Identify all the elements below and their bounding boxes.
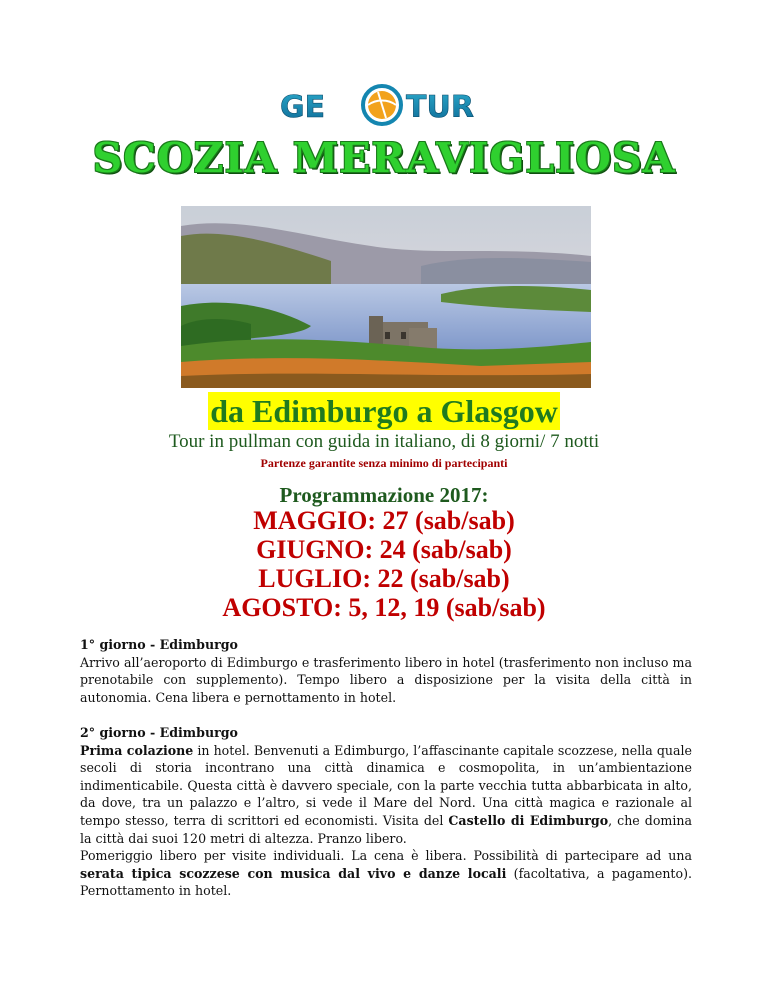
date-line: MAGGIO: 27 (sab/sab) <box>253 506 515 535</box>
globe-icon <box>363 86 401 124</box>
day-2-section <box>80 724 692 900</box>
route-subtitle: da Edimburgo a Glasgow <box>210 393 558 429</box>
text-run: , che domina la città dai suoi 120 metri di altezza. Pranzo libero. <box>80 812 692 846</box>
text-run: in hotel. Benvenuti a Edimburgo, l’affascinante capitale scozzese, nella quale secoli di storia incontrano una città dinamica e cosmopolita, in un’ambientazione indimenticabile. Questa città è davvero speciale, con la parte vecchia tutta abbarbicata in alto, da dove, tra un palazzo e l’altro, si vede il Mare del Nord. Una città magica e razionale al tempo stesso, terra di scrittori ed economisti. Visita del <box>80 742 692 828</box>
departure-dates <box>0 506 768 622</box>
page-title: SCOZIA MERAVIGLIOSA <box>92 134 676 182</box>
logo-text-left: GE <box>280 90 326 125</box>
tour-description: Tour in pullman con guida in italiano, di 8 giorni/ 7 notti <box>168 431 600 452</box>
day-text: Arrivo all’aeroporto di Edimburgo e trasferimento libero in hotel (trasferimento non incluso ma prenotabile con supplemento). Tempo libero a disposizione per la visita della città in autonomia. Cena libera e pernottamento in hotel. <box>80 654 692 705</box>
geotur-logo <box>278 84 493 128</box>
text-run: Pomeriggio libero per visite individuali. La cena è libera. Possibilità di partecipare ad una <box>80 848 692 864</box>
landscape-photo <box>181 206 591 388</box>
date-line: GIUGNO: 24 (sab/sab) <box>256 535 512 564</box>
date-line: LUGLIO: 22 (sab/sab) <box>258 564 510 593</box>
schedule-heading: Programmazione 2017: <box>279 483 489 507</box>
day-text <box>80 742 692 848</box>
text-run: (facoltativa, a pagamento). Pernottamento in hotel. <box>80 865 692 899</box>
logo-text-right: TUR <box>406 90 474 125</box>
day-text <box>80 847 692 900</box>
bold-phrase: Castello di Edimburgo <box>448 812 609 828</box>
guaranteed-departures-note: Partenze garantite senza minimo di partecipanti <box>260 456 508 470</box>
date-line: AGOSTO: 5, 12, 19 (sab/sab) <box>222 593 546 622</box>
bold-phrase: serata tipica scozzese con musica dal vivo e danze locali <box>80 865 507 881</box>
bold-phrase: Prima colazione <box>80 742 194 758</box>
day-1-section <box>80 636 692 706</box>
day-heading: 2° giorno - Edimburgo <box>80 725 238 740</box>
day-heading: 1° giorno - Edimburgo <box>80 637 238 652</box>
